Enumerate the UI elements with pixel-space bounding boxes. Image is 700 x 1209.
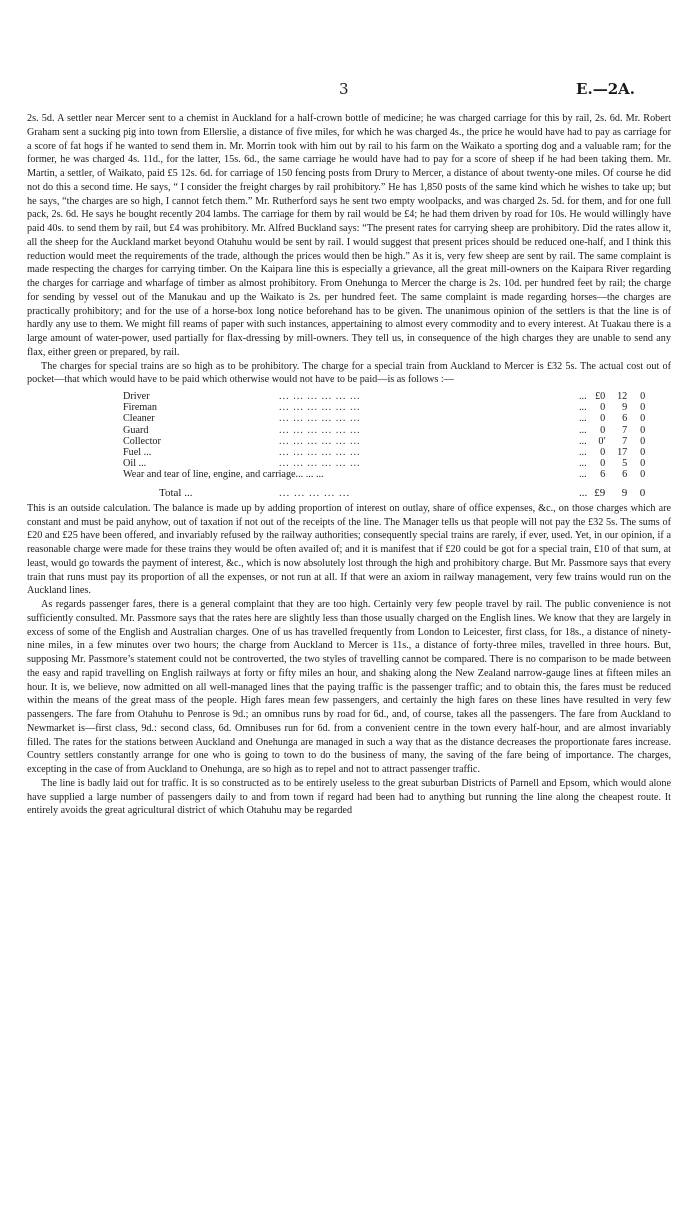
lead-dots: ...	[579, 469, 587, 481]
cost-pence: 0	[640, 424, 646, 436]
leader-dots: ... ... ... ... ... ...	[279, 391, 361, 402]
cost-item: Fireman	[123, 402, 157, 414]
leader-dots: ... ... ... ... ... ...	[279, 424, 361, 436]
leader-dots: ... ... ... ... ... ...	[279, 435, 361, 447]
leader-dots: ... ... ... ... ... ...	[279, 402, 361, 414]
page-number: 3	[339, 80, 349, 98]
lead-dots: ...	[579, 413, 587, 425]
cost-shillings: 6	[622, 469, 628, 481]
cost-pounds: 0	[600, 413, 606, 425]
cost-item: Guard	[123, 424, 149, 436]
page-header	[0, 80, 700, 100]
total-label: Total ...	[159, 486, 193, 499]
cost-pounds: 0'	[598, 435, 606, 447]
cost-shillings: 17	[617, 447, 628, 459]
cost-row	[123, 469, 645, 480]
leader-dots: ... ... ... ... ... ...	[279, 413, 361, 425]
cost-pounds: 0	[600, 447, 606, 459]
cost-item: Fuel ...	[123, 447, 152, 459]
leader-dots: ... ... ... ... ... ...	[279, 447, 361, 459]
cost-shillings: 7	[622, 424, 628, 436]
cost-row	[123, 436, 645, 447]
paragraph-line-layout: The line is badly laid out for traffic. It is so constructed as to be entirely useless to the great suburban Districts of Parnell and Epsom, which would alone have supplied a large number of passengers daily to and from town if regard had been had to anything but running the line along the cheapest route. It entirely avoids the great agricultural district of which Otahuhu may be regarded	[27, 777, 671, 817]
lead-dots: ...	[579, 447, 587, 459]
cost-pence: 0	[640, 391, 646, 402]
cost-pounds: 0	[600, 402, 606, 414]
cost-total-row	[123, 481, 645, 499]
cost-item-label: Wear and tear of line, engine, and carriage...	[123, 469, 304, 481]
lead-dots: ...	[579, 402, 587, 414]
cost-shillings: 9	[622, 402, 628, 414]
leader-dots: ... ... ... ... ...	[279, 486, 351, 499]
lead-dots: ...	[579, 458, 587, 470]
cost-pence: 0	[640, 469, 646, 481]
lead-dots: ...	[579, 424, 587, 436]
cost-row	[123, 402, 645, 413]
leader-dots: ... ...	[305, 469, 324, 481]
cost-pence: 0	[640, 402, 646, 414]
cost-row	[123, 391, 645, 402]
lead-dots: ...	[579, 435, 587, 447]
cost-row	[123, 447, 645, 458]
cost-pounds: 0	[600, 458, 606, 470]
lead-dots: ...	[579, 486, 588, 499]
cost-pounds: 6	[600, 469, 606, 481]
paragraph-settler-instances: 2s. 5d. A settler near Mercer sent to a chemist in Auckland for a half-crown bottle of medicine; he was charged carriage for this by rail, 2s. 6d. Mr. Robert Graham sent a sucking pig into town from Ellerslie, a distance of five miles, for which he was charged 4s., the price he would have had to pay as carriage for a score of fat hogs if he wanted to send them in. Mr. Morrin took with him out by rail to his farm on the Waikato a sporting dog and a valuable ram; for the former, he was charged 4s. 11d., for the latter, 15s. 6d., the same carriage he would have had to pay for a score of sheep if he had been taking them. Mr. Martin, a settler, of Waikato, paid £5 12s. 6d. for carriage of 150 fencing posts from Drury to Mercer, a distance of about twenty-one miles. Of course he did not do this a second time. He says, “ I consider the freight charges by rail prohibitory.” He has 1,850 posts of the same kind which he wishes to take up; but he says, “the charges are so high, I cannot fetch them.” Mr. Rutherford says he sent two empty woolpacks, and was charged 2s. 5d. for them, and for one full pack, 2s. 6d. He says he bought recently 204 lambs. The carriage for them by rail would be £4; he had them driven by road for 10s. He would willingly have paid 40s. to send them by rail, but £4 was prohibitory. Mr. Alfred Buckland says: “The present rates for carrying sheep are prohibitory. Did the rates allow it, all the sheep for the Auckland market beyond Otahuhu would be sent by rail. I would suggest that present prices should be reduced one-half, and I think this reduction would meet the requirements of the trade, although the prices would then be high.” As it is, very few sheep are sent by rail. The same complaint is made respecting the charges for carrying timber. On the Kaipara line this is especially a grievance, all the great mill-owners on the Kaipara River regarding the charges for carriage and wharfage of timber as almost prohibitory. From Onehunga to Mercer the charge is 2s. 10d. per hundred feet by rail; the charge for sending by vessel out of the Manukau and up the Waikato is 2s. per hundred feet. The same complaint is made regarding horses—the charges are practically prohibitory; and for the use of a horse-box long notice beforehand has to be given. The unanimous opinion of the settlers is that the line is of hardly any use to them. We might fill reams of paper with such instances, appertaining to almost every commodity and to every interest. At Tuakau there is a large amount of water-power, used partially for flax-dressing by mill-owners. They tell us, in consequence of the high charges they are unable to send any flax, either green or prepared, by rail.	[27, 113, 671, 358]
special-train-cost-table	[123, 391, 645, 499]
leader-dots: ... ... ... ... ... ...	[279, 458, 361, 470]
total-shillings: 9	[621, 486, 628, 499]
cost-shillings: 5	[622, 458, 628, 470]
cost-shillings: 12	[617, 391, 628, 402]
cost-row	[123, 425, 645, 436]
report-body	[27, 112, 671, 818]
paragraph-passenger-fares: As regards passenger fares, there is a general complaint that they are too high. Certainly very few people travel by rail. The public convenience is not sufficiently consulted. Mr. Passmore says that the rates here are slightly less than those usually charged on the English lines. We know that they are largely in excess of some of the English and Australian charges. One of us has travelled frequently from London to Leicester, first class, for 18s., a distance of ninety-nine miles, in a few minutes over two hours; the charge from Auckland to Mercer is 11s., a distance of forty-three miles, travelled in three hours. But, supposing Mr. Passmore’s statement could not be controverted, the two styles of travelling cannot be compared. There is no comparison to be made between the easy and rapid travelling on English railways at forty or fifty miles an hour, and shaking along the New Zealand narrow-gauge lines at fifteen miles an hour. It is, we believe, now admitted on all well-managed lines that the paying traffic is the passenger traffic; and to obtain this, the fares must be reduced within the means of the great mass of the people. High fares mean few passengers, and certainly the high fares on these lines have resulted in very few passengers. The fare from Otahuhu to Penrose is 9d.; an omnibus runs by road for 6d., and, of course, takes all the passengers. The fare from Auckland to Newmarket is—first class, 9d.: second class, 6d. Omnibuses run for 6d. from a convenient centre in the town every half-hour, and are almost invariably filled. The rates for the stations between Auckland and Onehunga are managed in such a way that as the distance decreases the proportionate fares increase. Country settlers constantly arrange for one who is going to town to do the business of many, the saving of the fare being of importance. The charges, excepting in the case of from Auckland to Onehunga, are so high as to repel and not to attract passenger traffic.	[27, 599, 671, 776]
cost-row	[123, 413, 645, 424]
total-pounds: £9	[594, 486, 606, 499]
cost-pence: 0	[640, 458, 646, 470]
paragraph-special-trains: The charges for special trains are so high as to be prohibitory. The charge for a special train from Auckland to Mercer is £32 5s. The actual cost out of pocket—that which would have to be paid which otherwise would not have to be paid—is as follows :—	[27, 360, 671, 386]
document-reference: E.—2A.	[576, 80, 635, 98]
cost-shillings: 6	[622, 413, 628, 425]
cost-shillings: 7	[622, 435, 628, 447]
cost-item: Oil ...	[123, 458, 147, 470]
cost-row	[123, 458, 645, 469]
cost-item	[123, 469, 579, 480]
cost-item: Driver	[123, 391, 150, 402]
total-pence: 0	[639, 486, 646, 499]
lead-dots: ...	[579, 391, 587, 402]
cost-pounds: 0	[600, 424, 606, 436]
cost-item: Cleaner	[123, 413, 155, 425]
cost-pence: 0	[640, 435, 646, 447]
cost-pounds: £0	[595, 391, 606, 402]
paragraph-outside-calculation: This is an outside calculation. The balance is made up by adding proportion of interest on outlay, share of office expenses, &c., on those charges which are constant and must be paid anyhow, out of taxation if not out of the receipts of the line. The Manager tells us that people will not pay the £32 5s. The sums of £20 and £25 have been offered, and invariably refused by the railway authorities; consequently special trains are rarely, if ever, used. Yet, in our opinion, if a reasonable charge were made for these trains they would be often availed of; and it is manifest that if £20 could be got for a special train, £10 of that sum, at least, would go towards the payment of interest, &c., which is now absolutely lost through the high and prohibitory charge. But Mr. Passmore says that every train that runs must pay its proportion of all the expenses, or not run at all. If that were an axiom in railway management, very few trains would run on the Auckland lines.	[27, 502, 671, 597]
cost-pence: 0	[640, 447, 646, 459]
cost-pence: 0	[640, 413, 646, 425]
cost-item: Collector	[123, 435, 161, 447]
